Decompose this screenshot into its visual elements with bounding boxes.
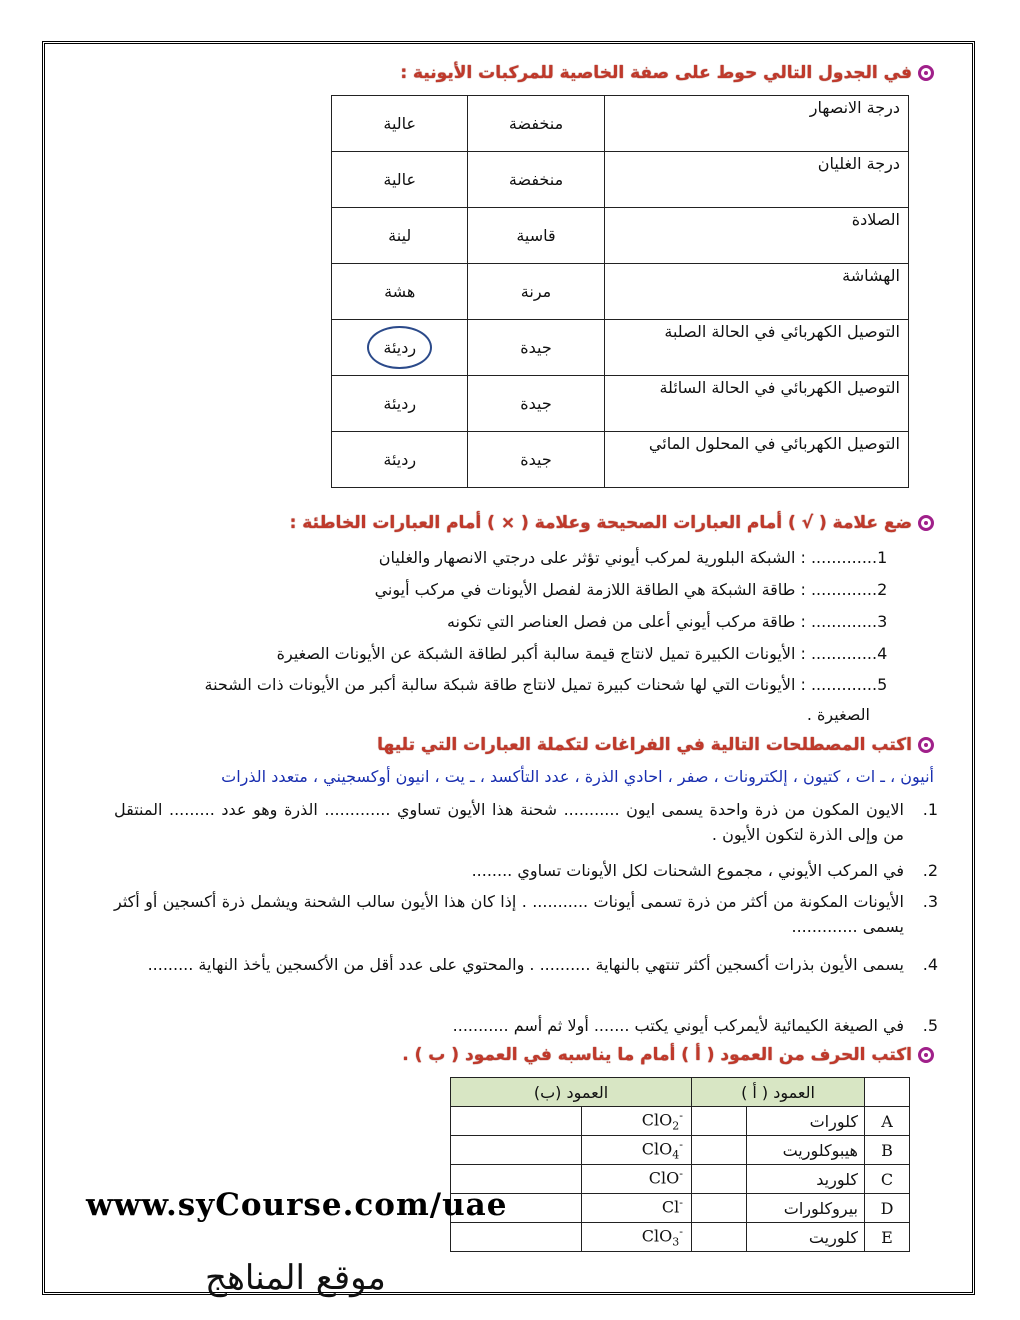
ion-name: بيروكلورات (747, 1194, 865, 1223)
formula-charge: - (679, 1196, 683, 1210)
option-a-cell[interactable]: قاسية (468, 208, 604, 264)
letter-answer-cell[interactable] (692, 1107, 747, 1136)
tf-item (277, 644, 900, 664)
item-text: في المركب الأيوني ، مجموع الشحنات لكل الأيونات تساوي ........ (471, 861, 904, 880)
letter-header-cell (865, 1078, 910, 1107)
item-number: 3. (922, 892, 938, 911)
section-heading-3 (377, 735, 934, 755)
fill-item (114, 797, 938, 847)
formula-text: ClO (641, 1139, 673, 1159)
property-name: الهشاشة (604, 264, 908, 320)
formula-cell (582, 1165, 692, 1194)
formula-text: ClO (641, 1226, 673, 1246)
fill-item (114, 952, 938, 977)
fill-item (114, 889, 938, 939)
ion-name: كلورات (747, 1107, 865, 1136)
row-letter: C (865, 1165, 910, 1194)
formula-text: Cl (661, 1197, 680, 1217)
option-b-text: هشة (384, 282, 416, 301)
row-letter: A (865, 1107, 910, 1136)
answer-cell[interactable] (451, 1107, 582, 1136)
word-bank: أنيون ، ـ ات ، كتيون ، إلكترونات ، صفر ، احادي الذرة ، عدد التأكسد ، ـ يت ، انيون أوكسجيني ، متعدد الذرات (221, 767, 934, 786)
item-text: ............ : الشبكة البلورية لمركب أيوني تؤثر على درجتي الانصهار والغليان (378, 548, 872, 567)
fill-item (114, 858, 938, 883)
option-a-cell[interactable]: منخفضة (468, 96, 604, 152)
item-text: ............ : الأيونات التي لها شحنات كبيرة تميل لانتاج طاقة شبكة سالبة أكبر من الأيونات ذات الشحنة (204, 675, 872, 694)
item-text: في الصيغة الكيمائية لأيمركب أيوني يكتب ....... أولا ثم أسم ........... (452, 1016, 904, 1035)
section-heading-4 (402, 1045, 934, 1065)
tf-item (375, 580, 900, 600)
matching-row (451, 1223, 910, 1252)
item-number: 4. (872, 644, 888, 663)
matching-row (451, 1136, 910, 1165)
property-name: درجة الغليان (604, 152, 908, 208)
item-number: 2. (872, 580, 888, 599)
property-row (332, 264, 909, 320)
formula-subscript: 2 (672, 1119, 680, 1133)
row-letter: E (865, 1223, 910, 1252)
tf-item-5-continuation: الصغيرة . (806, 705, 870, 724)
property-name: التوصيل الكهربائي في الحالة السائلة (604, 376, 908, 432)
tf-item (379, 548, 900, 568)
item-number: 4. (922, 955, 938, 974)
formula-subscript: 3 (672, 1235, 680, 1249)
formula-cell (582, 1107, 692, 1136)
matching-row (451, 1107, 910, 1136)
matching-row (451, 1194, 910, 1223)
tf-item (447, 612, 900, 632)
property-name: الصلادة (604, 208, 908, 264)
option-a-cell[interactable]: جيدة (468, 320, 604, 376)
formula-charge: - (679, 1225, 683, 1239)
item-number: 5. (872, 675, 888, 694)
item-text: ............ : طاقة مركب أيوني أعلى من فصل العناصر التي تكونه (446, 612, 872, 631)
item-number: 3. (872, 612, 888, 631)
letter-answer-cell[interactable] (692, 1223, 747, 1252)
heading-text: اكتب المصطلحات التالية في الفراغات لتكملة العبارات التي تليها (377, 735, 912, 755)
property-row (332, 376, 909, 432)
row-letter: B (865, 1136, 910, 1165)
property-name: التوصيل الكهربائي في الحالة الصلبة (604, 320, 908, 376)
formula-text: ClO (648, 1168, 680, 1188)
option-a-cell[interactable]: مرنة (468, 264, 604, 320)
ion-name: كلوريد (747, 1165, 865, 1194)
fill-item (114, 1013, 938, 1038)
property-name: التوصيل الكهربائي في المحلول المائي (604, 432, 908, 488)
property-row (332, 320, 909, 376)
formula-subscript: 4 (672, 1148, 680, 1162)
formula-cell (582, 1223, 692, 1252)
gear-bullet-icon (918, 65, 934, 81)
property-row (332, 152, 909, 208)
property-row (332, 208, 909, 264)
option-b-cell[interactable] (332, 320, 468, 376)
property-row (332, 96, 909, 152)
gear-bullet-icon (918, 515, 934, 531)
option-b-cell[interactable] (332, 152, 468, 208)
section-heading-2 (290, 513, 934, 533)
item-text: ............ : طاقة الشبكة هي الطاقة اللازمة لفصل الأيونات في مركب أيوني (374, 580, 872, 599)
item-number: 2. (922, 861, 938, 880)
column-a-header: العمود ( أ ) (692, 1078, 865, 1107)
row-letter: D (865, 1194, 910, 1223)
option-a-cell[interactable]: منخفضة (468, 152, 604, 208)
ion-name: هيبوكلوريت (747, 1136, 865, 1165)
item-text: ............ : الأيونات الكبيرة تميل لانتاج قيمة سالبة أكبر لطاقة الشبكة عن الأيونات الصغيرة (276, 644, 872, 663)
answer-cell[interactable] (451, 1136, 582, 1165)
formula-text: ClO (641, 1110, 673, 1130)
answer-cell[interactable] (451, 1223, 582, 1252)
tf-item (205, 675, 900, 695)
option-a-cell[interactable]: جيدة (468, 376, 604, 432)
item-text: الأيونات المكونة من أكثر من ذرة تسمى أيونات ........... . إذا كان هذا الأيون سالب الشحنة ويشمل ذرة أكسجين أو أكثر يسمى ............. (114, 892, 904, 936)
matching-row (451, 1165, 910, 1194)
ionic-properties-table (331, 95, 909, 488)
site-signature: موقع المناهج (205, 1258, 386, 1298)
formula-cell (582, 1136, 692, 1165)
option-b-cell[interactable] (332, 96, 468, 152)
heading-text: في الجدول التالي حوط على صفة الخاصية للمركبات الأيونية : (400, 63, 912, 83)
item-text: يسمى الأيون بذرات أكسجين أكثر تنتهي بالنهاية .......... . والمحتوي على عدد أقل من الأكسجين يأخذ النهاية ......... (147, 955, 904, 974)
option-b-cell[interactable] (332, 432, 468, 488)
formula-charge: - (679, 1138, 683, 1152)
property-name: درجة الانصهار (604, 96, 908, 152)
option-b-text: لينة (388, 226, 412, 245)
item-text: الايون المكون من ذرة واحدة يسمى ايون ........... شحنة هذا الأيون تساوي ............. الذرة وهو عدد ......... المنتقل من وإلى الذرة لتكون الأيون . (114, 800, 904, 844)
option-a-cell[interactable]: جيدة (468, 432, 604, 488)
option-b-text: رديئة (383, 394, 417, 413)
item-number: 1. (922, 800, 938, 819)
option-b-cell[interactable] (332, 376, 468, 432)
gear-bullet-icon (918, 737, 934, 753)
option-b-text: عالية (383, 114, 417, 133)
option-b-text: عالية (383, 170, 417, 189)
gear-bullet-icon (918, 1047, 934, 1063)
matching-table (450, 1077, 910, 1252)
option-b-cell[interactable] (332, 208, 468, 264)
option-b-text: رديئة (367, 326, 432, 369)
letter-answer-cell[interactable] (692, 1136, 747, 1165)
website-watermark: www.syCourse.com/uae (86, 1187, 508, 1223)
option-b-cell[interactable] (332, 264, 468, 320)
formula-cell (582, 1194, 692, 1223)
formula-charge: - (679, 1109, 683, 1123)
letter-answer-cell[interactable] (692, 1165, 747, 1194)
item-number: 1. (872, 548, 888, 567)
column-b-header: العمود (ب) (451, 1078, 692, 1107)
heading-text: اكتب الحرف من العمود ( أ ) أمام ما يناسبه في العمود ( ب ) . (402, 1045, 912, 1065)
section-heading-1 (400, 63, 934, 83)
formula-charge: - (679, 1167, 683, 1181)
item-number: 5. (922, 1016, 938, 1035)
heading-text: ضع علامة ( √ ) أمام العبارات الصحيحة وعلامة ( × ) أمام العبارات الخاطئة : (289, 513, 912, 533)
letter-answer-cell[interactable] (692, 1194, 747, 1223)
ion-name: كلوريت (747, 1223, 865, 1252)
property-row (332, 432, 909, 488)
option-b-text: رديئة (383, 450, 417, 469)
